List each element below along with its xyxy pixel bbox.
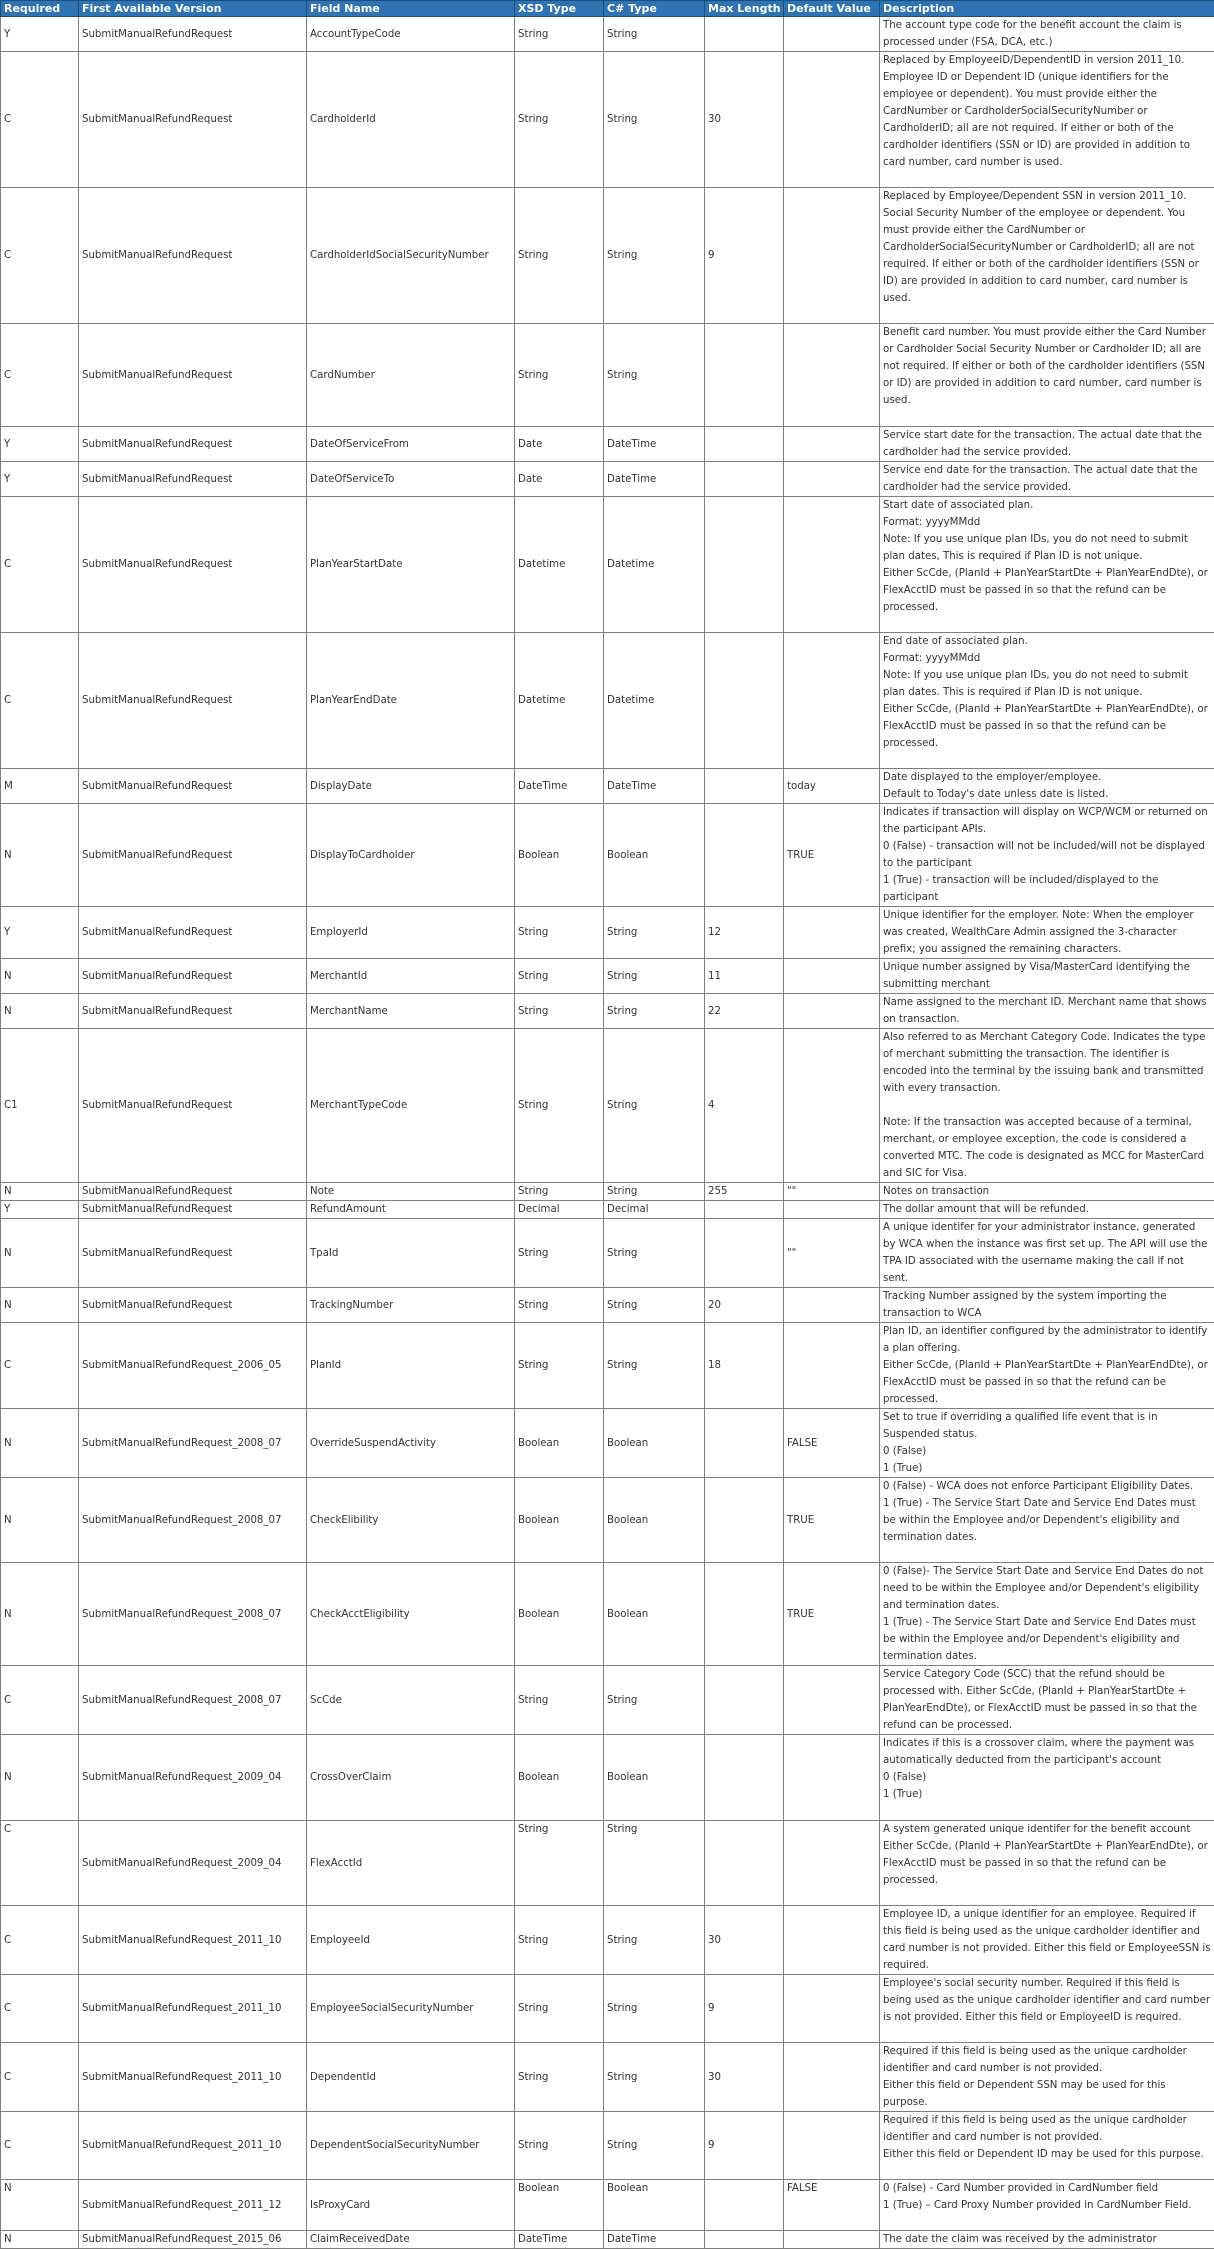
cell-default-value — [784, 1029, 880, 1183]
cell-default-value — [784, 1666, 880, 1735]
cell-version: SubmitManualRefundRequest_2008_07 — [79, 1478, 307, 1563]
table-row — [1, 1219, 1214, 1288]
cell-version: SubmitManualRefundRequest_2009_04 — [79, 1735, 307, 1821]
cell-max-length: 4 — [705, 1029, 784, 1183]
table-row — [1, 959, 1214, 994]
cell-cs-type: Datetime — [604, 497, 705, 633]
cell-description: Required if this field is being used as the unique cardholder identifier and card number is not provided. Either this field or Dependent ID may be used for this purpose. — [880, 2112, 1214, 2180]
cell-description: Service end date for the transaction. The actual date that the cardholder had the service provided. — [880, 462, 1214, 497]
cell-required: C — [1, 324, 79, 427]
cell-version: SubmitManualRefundRequest_2011_10 — [79, 2043, 307, 2112]
cell-xsd-type: String — [515, 907, 604, 959]
cell-required: N — [1, 1219, 79, 1288]
cell-required: Y — [1, 17, 79, 52]
cell-max-length — [705, 427, 784, 462]
cell-xsd-type: String — [515, 959, 604, 994]
cell-cs-type: Boolean — [604, 804, 705, 907]
cell-version: SubmitManualRefundRequest_2011_12 — [79, 2180, 307, 2231]
cell-description: Tracking Number assigned by the system importing the transaction to WCA — [880, 1288, 1214, 1323]
table-row — [1, 427, 1214, 462]
cell-cs-type: String — [604, 17, 705, 52]
cell-version: SubmitManualRefundRequest — [79, 188, 307, 324]
cell-default-value: FALSE — [784, 2180, 880, 2231]
cell-xsd-type: String — [515, 1323, 604, 1409]
cell-xsd-type: String — [515, 2112, 604, 2180]
cell-default-value — [784, 2112, 880, 2180]
cell-required: M — [1, 769, 79, 804]
cell-field-name: AccountTypeCode — [307, 17, 515, 52]
cell-required: Y — [1, 1201, 79, 1219]
cell-cs-type: String — [604, 907, 705, 959]
cell-version: SubmitManualRefundRequest — [79, 907, 307, 959]
cell-max-length: 30 — [705, 52, 784, 188]
cell-cs-type: String — [604, 1821, 705, 1906]
cell-xsd-type: String — [515, 1975, 604, 2043]
cell-version: SubmitManualRefundRequest — [79, 52, 307, 188]
cell-description: A system generated unique identifer for the benefit account Either ScCde, (PlanId + PlanYearStartDte + PlanYearEndDte), or FlexAcctID must be passed in so that the refund can be processed. — [880, 1821, 1214, 1906]
cell-default-value: today — [784, 769, 880, 804]
cell-default-value — [784, 959, 880, 994]
cell-version: SubmitManualRefundRequest_2008_07 — [79, 1563, 307, 1666]
cell-xsd-type: String — [515, 1666, 604, 1735]
cell-field-name: CheckAcctEligibility — [307, 1563, 515, 1666]
table-row — [1, 769, 1214, 804]
cell-version: SubmitManualRefundRequest — [79, 462, 307, 497]
cell-required: N — [1, 2231, 79, 2249]
cell-max-length: 9 — [705, 2112, 784, 2180]
cell-description: Employee's social security number. Required if this field is being used as the unique cardholder identifier and card number is not provided. Either this field or EmployeeID is required. — [880, 1975, 1214, 2043]
cell-version: SubmitManualRefundRequest_2011_10 — [79, 2112, 307, 2180]
cell-required: C1 — [1, 1029, 79, 1183]
cell-description: Employee ID, a unique identifier for an employee. Required if this field is being used as the unique cardholder identifier and card number is not provided. Either this field or EmployeeSSN is required. — [880, 1906, 1214, 1975]
cell-default-value — [784, 2043, 880, 2112]
cell-xsd-type: String — [515, 188, 604, 324]
cell-required: C — [1, 1323, 79, 1409]
table-row — [1, 324, 1214, 427]
cell-xsd-type: DateTime — [515, 2231, 604, 2249]
cell-xsd-type: Datetime — [515, 633, 604, 769]
header-field-name: Field Name — [307, 1, 515, 17]
cell-required: Y — [1, 462, 79, 497]
cell-field-name: DisplayToCardholder — [307, 804, 515, 907]
cell-cs-type: Boolean — [604, 1409, 705, 1478]
cell-required: C — [1, 497, 79, 633]
cell-field-name: CheckElibility — [307, 1478, 515, 1563]
cell-default-value — [784, 324, 880, 427]
cell-field-name: MerchantId — [307, 959, 515, 994]
table-row — [1, 1666, 1214, 1735]
header-version: First Available Version — [79, 1, 307, 17]
cell-required: Y — [1, 907, 79, 959]
table-row — [1, 1821, 1214, 1906]
cell-description: Unique number assigned by Visa/MasterCard identifying the submitting merchant — [880, 959, 1214, 994]
table-row — [1, 1478, 1214, 1563]
cell-description: Also referred to as Merchant Category Code. Indicates the type of merchant submitting the transaction. The identifier is encoded into the terminal by the issuing bank and transmitted with every transaction. Note: If the transaction was accepted because of a terminal, merchant, or employee exception, the code is considered a converted MTC. The code is designated as MCC for MasterCard and SIC for Visa. — [880, 1029, 1214, 1183]
cell-default-value — [784, 1975, 880, 2043]
cell-required: N — [1, 1478, 79, 1563]
cell-description: Name assigned to the merchant ID. Merchant name that shows on transaction. — [880, 994, 1214, 1029]
cell-default-value — [784, 2231, 880, 2249]
cell-cs-type: String — [604, 994, 705, 1029]
cell-description: Plan ID, an identifier configured by the administrator to identify a plan offering. Either ScCde, (PlanId + PlanYearStartDte + PlanYearEndDte), or FlexAcctID must be passed in so that the refund can be processed. — [880, 1323, 1214, 1409]
cell-field-name: PlanYearStartDate — [307, 497, 515, 633]
cell-default-value — [784, 427, 880, 462]
cell-cs-type: String — [604, 1288, 705, 1323]
cell-version: SubmitManualRefundRequest — [79, 427, 307, 462]
table-row — [1, 907, 1214, 959]
cell-default-value — [784, 1323, 880, 1409]
cell-max-length: 22 — [705, 994, 784, 1029]
cell-description: Required if this field is being used as the unique cardholder identifier and card number is not provided. Either this field or Dependent SSN may be used for this purpose. — [880, 2043, 1214, 2112]
cell-max-length — [705, 2180, 784, 2231]
cell-max-length — [705, 1219, 784, 1288]
cell-required: C — [1, 1821, 79, 1906]
cell-required: C — [1, 1906, 79, 1975]
table-row — [1, 994, 1214, 1029]
cell-version: SubmitManualRefundRequest — [79, 633, 307, 769]
cell-cs-type: String — [604, 1975, 705, 2043]
cell-max-length — [705, 1409, 784, 1478]
cell-default-value — [784, 907, 880, 959]
cell-description: End date of associated plan. Format: yyyyMMdd Note: If you use unique plan IDs, you do not need to submit plan dates. This is required if Plan ID is not unique. Either ScCde, (PlanId + PlanYearStartDte + PlanYearEndDte), or FlexAcctID must be passed in so that the refund can be processed. — [880, 633, 1214, 769]
cell-required: C — [1, 1666, 79, 1735]
cell-version: SubmitManualRefundRequest — [79, 959, 307, 994]
header-cs-type: C# Type — [604, 1, 705, 17]
cell-required: N — [1, 1563, 79, 1666]
cell-default-value: TRUE — [784, 1563, 880, 1666]
table-row — [1, 17, 1214, 52]
cell-required: N — [1, 994, 79, 1029]
cell-field-name: DependentSocialSecurityNumber — [307, 2112, 515, 2180]
cell-xsd-type: String — [515, 2043, 604, 2112]
cell-description: 0 (False)- The Service Start Date and Service End Dates do not need to be within the Employee and/or Dependent's eligibility and termination dates. 1 (True) - The Service Start Date and Service End Dates must be within the Employee and/or Dependent's eligibility and termination dates. — [880, 1563, 1214, 1666]
cell-description: Unique identifier for the employer. Note: When the employer was created, WealthCare Admin assigned the 3-character prefix; you assigned the remaining characters. — [880, 907, 1214, 959]
table-row — [1, 1906, 1214, 1975]
cell-cs-type: String — [604, 1029, 705, 1183]
header-required: Required — [1, 1, 79, 17]
table-row — [1, 1975, 1214, 2043]
cell-version: SubmitManualRefundRequest_2009_04 — [79, 1821, 307, 1906]
cell-default-value — [784, 1735, 880, 1821]
cell-version: SubmitManualRefundRequest — [79, 1183, 307, 1201]
cell-version: SubmitManualRefundRequest — [79, 17, 307, 52]
table-row — [1, 1183, 1214, 1201]
cell-description: The account type code for the benefit account the claim is processed under (FSA, DCA, etc.) — [880, 17, 1214, 52]
cell-description: Benefit card number. You must provide either the Card Number or Cardholder Social Security Number or Cardholder ID; all are not required. If either or both of the cardholder identifiers (SSN or ID) are provided in addition to card number, card number is used. — [880, 324, 1214, 427]
cell-description: Date displayed to the employer/employee. Default to Today's date unless date is listed. — [880, 769, 1214, 804]
cell-cs-type: DateTime — [604, 462, 705, 497]
cell-cs-type: DateTime — [604, 769, 705, 804]
cell-field-name: ClaimReceivedDate — [307, 2231, 515, 2249]
cell-field-name: CardNumber — [307, 324, 515, 427]
cell-field-name: MerchantTypeCode — [307, 1029, 515, 1183]
cell-xsd-type: String — [515, 1219, 604, 1288]
cell-description: 0 (False) - WCA does not enforce Participant Eligibility Dates. 1 (True) - The Service Start Date and Service End Dates must be within the Employee and/or Dependent's eligibility and termination dates. — [880, 1478, 1214, 1563]
cell-version: SubmitManualRefundRequest_2011_10 — [79, 1906, 307, 1975]
cell-xsd-type: Boolean — [515, 1409, 604, 1478]
cell-description: The dollar amount that will be refunded. — [880, 1201, 1214, 1219]
cell-required: N — [1, 959, 79, 994]
cell-default-value — [784, 1288, 880, 1323]
cell-version: SubmitManualRefundRequest — [79, 1288, 307, 1323]
cell-xsd-type: String — [515, 52, 604, 188]
cell-cs-type: DateTime — [604, 2231, 705, 2249]
table-row — [1, 462, 1214, 497]
cell-required: N — [1, 2180, 79, 2231]
cell-xsd-type: Datetime — [515, 497, 604, 633]
cell-description: Set to true if overriding a qualified life event that is in Suspended status. 0 (False) 1 (True) — [880, 1409, 1214, 1478]
table-row — [1, 188, 1214, 324]
table-row — [1, 1409, 1214, 1478]
cell-default-value — [784, 633, 880, 769]
header-max-length: Max Length — [705, 1, 784, 17]
cell-default-value — [784, 462, 880, 497]
cell-field-name: FlexAcctId — [307, 1821, 515, 1906]
cell-default-value — [784, 188, 880, 324]
header-xsd-type: XSD Type — [515, 1, 604, 17]
cell-required: Y — [1, 427, 79, 462]
cell-description: 0 (False) - Card Number provided in CardNumber field 1 (True) – Card Proxy Number provided in CardNumber Field. — [880, 2180, 1214, 2231]
cell-max-length — [705, 462, 784, 497]
cell-default-value — [784, 994, 880, 1029]
cell-max-length — [705, 2231, 784, 2249]
cell-default-value: "" — [784, 1183, 880, 1201]
cell-field-name: EmployeeId — [307, 1906, 515, 1975]
cell-field-name: TpaId — [307, 1219, 515, 1288]
cell-description: A unique identifer for your administrator instance, generated by WCA when the instance was first set up. The API will use the TPA ID associated with the username making the call if not sent. — [880, 1219, 1214, 1288]
cell-max-length: 20 — [705, 1288, 784, 1323]
cell-default-value — [784, 1906, 880, 1975]
cell-cs-type: String — [604, 1323, 705, 1409]
cell-field-name: EmployerId — [307, 907, 515, 959]
cell-xsd-type: Date — [515, 462, 604, 497]
cell-cs-type: String — [604, 188, 705, 324]
cell-xsd-type: String — [515, 1906, 604, 1975]
cell-xsd-type: Boolean — [515, 1563, 604, 1666]
cell-required: C — [1, 188, 79, 324]
cell-xsd-type: String — [515, 17, 604, 52]
cell-description: The date the claim was received by the administrator — [880, 2231, 1214, 2249]
cell-max-length: 30 — [705, 1906, 784, 1975]
cell-version: SubmitManualRefundRequest — [79, 1219, 307, 1288]
cell-version: SubmitManualRefundRequest — [79, 324, 307, 427]
cell-cs-type: String — [604, 52, 705, 188]
cell-field-name: CardholderIdSocialSecurityNumber — [307, 188, 515, 324]
cell-cs-type: String — [604, 1906, 705, 1975]
cell-version: SubmitManualRefundRequest_2008_07 — [79, 1666, 307, 1735]
cell-description: Service start date for the transaction. The actual date that the cardholder had the service provided. — [880, 427, 1214, 462]
table-row — [1, 497, 1214, 633]
cell-field-name: DisplayDate — [307, 769, 515, 804]
cell-max-length — [705, 633, 784, 769]
cell-max-length: 18 — [705, 1323, 784, 1409]
cell-version: SubmitManualRefundRequest_2015_06 — [79, 2231, 307, 2249]
cell-cs-type: String — [604, 959, 705, 994]
cell-field-name: PlanId — [307, 1323, 515, 1409]
cell-max-length — [705, 497, 784, 633]
cell-default-value — [784, 52, 880, 188]
table-row — [1, 2180, 1214, 2231]
cell-cs-type: String — [604, 1666, 705, 1735]
cell-version: SubmitManualRefundRequest — [79, 1029, 307, 1183]
cell-max-length — [705, 1735, 784, 1821]
cell-field-name: RefundAmount — [307, 1201, 515, 1219]
cell-version: SubmitManualRefundRequest — [79, 1201, 307, 1219]
cell-required: N — [1, 1409, 79, 1478]
header-default-value: Default Value — [784, 1, 880, 17]
cell-cs-type: String — [604, 1183, 705, 1201]
cell-version: SubmitManualRefundRequest_2008_07 — [79, 1409, 307, 1478]
cell-required: C — [1, 52, 79, 188]
cell-xsd-type: Boolean — [515, 804, 604, 907]
cell-max-length — [705, 769, 784, 804]
cell-description: Replaced by EmployeeID/DependentID in version 2011_10. Employee ID or Dependent ID (unique identifiers for the employee or dependent). You must provide either the CardNumber or CardholderSocialSecurityNumber or CardholderID; all are not required. If either or both of the cardholder identifiers (SSN or ID) are provided in addition to card number, card number is used. — [880, 52, 1214, 188]
cell-max-length — [705, 1478, 784, 1563]
cell-xsd-type: Boolean — [515, 2180, 604, 2231]
cell-max-length — [705, 1821, 784, 1906]
cell-default-value: "" — [784, 1219, 880, 1288]
table-row — [1, 804, 1214, 907]
cell-description: Indicates if this is a crossover claim, where the payment was automatically deducted from the participant's account 0 (False) 1 (True) — [880, 1735, 1214, 1821]
cell-max-length: 255 — [705, 1183, 784, 1201]
cell-field-name: IsProxyCard — [307, 2180, 515, 2231]
cell-default-value — [784, 1201, 880, 1219]
cell-field-name: ScCde — [307, 1666, 515, 1735]
cell-required: N — [1, 1735, 79, 1821]
cell-xsd-type: Boolean — [515, 1478, 604, 1563]
header-description: Description — [880, 1, 1214, 17]
cell-required: N — [1, 1183, 79, 1201]
cell-default-value — [784, 497, 880, 633]
cell-xsd-type: String — [515, 324, 604, 427]
table-row — [1, 1288, 1214, 1323]
cell-version: SubmitManualRefundRequest_2006_05 — [79, 1323, 307, 1409]
cell-required: C — [1, 633, 79, 769]
cell-max-length — [705, 1666, 784, 1735]
cell-description: Start date of associated plan. Format: yyyyMMdd Note: If you use unique plan IDs, you do not need to submit plan dates, This is required if Plan ID is not unique. Either ScCde, (PlanId + PlanYearStartDte + PlanYearEndDte), or FlexAcctID must be passed in so that the refund can be processed. — [880, 497, 1214, 633]
table-row — [1, 52, 1214, 188]
cell-cs-type: Boolean — [604, 1735, 705, 1821]
cell-xsd-type: DateTime — [515, 769, 604, 804]
cell-xsd-type: String — [515, 1288, 604, 1323]
cell-cs-type: Decimal — [604, 1201, 705, 1219]
cell-cs-type: String — [604, 2043, 705, 2112]
cell-field-name: MerchantName — [307, 994, 515, 1029]
table-row — [1, 1201, 1214, 1219]
cell-field-name: OverrideSuspendActivity — [307, 1409, 515, 1478]
cell-max-length — [705, 324, 784, 427]
cell-default-value — [784, 1821, 880, 1906]
cell-description: Notes on transaction — [880, 1183, 1214, 1201]
table-row — [1, 2043, 1214, 2112]
cell-field-name: CrossOverClaim — [307, 1735, 515, 1821]
cell-required: N — [1, 1288, 79, 1323]
cell-xsd-type: String — [515, 1821, 604, 1906]
table-row — [1, 1563, 1214, 1666]
cell-xsd-type: Boolean — [515, 1735, 604, 1821]
cell-field-name: TrackingNumber — [307, 1288, 515, 1323]
cell-max-length — [705, 1201, 784, 1219]
cell-max-length — [705, 804, 784, 907]
cell-version: SubmitManualRefundRequest — [79, 769, 307, 804]
cell-default-value — [784, 17, 880, 52]
cell-max-length: 12 — [705, 907, 784, 959]
cell-field-name: PlanYearEndDate — [307, 633, 515, 769]
cell-description: Service Category Code (SCC) that the refund should be processed with. Either ScCde, (PlanId + PlanYearStartDte + PlanYearEndDte), or FlexAcctID must be passed in so that the refund can be processed. — [880, 1666, 1214, 1735]
cell-field-name: CardholderId — [307, 52, 515, 188]
cell-required: C — [1, 2043, 79, 2112]
cell-max-length: 30 — [705, 2043, 784, 2112]
table-row — [1, 1029, 1214, 1183]
cell-cs-type: String — [604, 324, 705, 427]
table-row — [1, 2231, 1214, 2249]
cell-xsd-type: String — [515, 994, 604, 1029]
cell-field-name: EmployeeSocialSecurityNumber — [307, 1975, 515, 2043]
cell-cs-type: Boolean — [604, 2180, 705, 2231]
header-row — [1, 1, 1214, 17]
table-row — [1, 1323, 1214, 1409]
table-row — [1, 1735, 1214, 1821]
cell-cs-type: Boolean — [604, 1563, 705, 1666]
cell-field-name: Note — [307, 1183, 515, 1201]
cell-cs-type: String — [604, 2112, 705, 2180]
cell-cs-type: Datetime — [604, 633, 705, 769]
table-row — [1, 2112, 1214, 2180]
cell-xsd-type: String — [515, 1183, 604, 1201]
cell-version: SubmitManualRefundRequest — [79, 497, 307, 633]
cell-cs-type: DateTime — [604, 427, 705, 462]
cell-max-length: 11 — [705, 959, 784, 994]
cell-required: N — [1, 804, 79, 907]
cell-field-name: DependentId — [307, 2043, 515, 2112]
cell-xsd-type: Decimal — [515, 1201, 604, 1219]
cell-max-length: 9 — [705, 1975, 784, 2043]
cell-field-name: DateOfServiceTo — [307, 462, 515, 497]
cell-version: SubmitManualRefundRequest_2011_10 — [79, 1975, 307, 2043]
cell-required: C — [1, 1975, 79, 2043]
table-row — [1, 633, 1214, 769]
cell-max-length — [705, 17, 784, 52]
cell-default-value: FALSE — [784, 1409, 880, 1478]
cell-required: C — [1, 2112, 79, 2180]
cell-description: Indicates if transaction will display on WCP/WCM or returned on the participant APIs. 0 (False) - transaction will not be included/will not be displayed to the participant 1 (True) - transaction will be included/displayed to the participant — [880, 804, 1214, 907]
cell-description: Replaced by Employee/Dependent SSN in version 2011_10. Social Security Number of the employee or dependent. You must provide either the CardNumber or CardholderSocialSecurityNumber or CardholderID; all are not required. If either or both of the cardholder identifiers (SSN or ID) are provided in addition to card number, card number is used. — [880, 188, 1214, 324]
cell-default-value: TRUE — [784, 804, 880, 907]
cell-xsd-type: String — [515, 1029, 604, 1183]
cell-default-value: TRUE — [784, 1478, 880, 1563]
cell-max-length — [705, 1563, 784, 1666]
cell-version: SubmitManualRefundRequest — [79, 804, 307, 907]
cell-cs-type: String — [604, 1219, 705, 1288]
cell-field-name: DateOfServiceFrom — [307, 427, 515, 462]
cell-cs-type: Boolean — [604, 1478, 705, 1563]
cell-version: SubmitManualRefundRequest — [79, 994, 307, 1029]
cell-xsd-type: Date — [515, 427, 604, 462]
cell-max-length: 9 — [705, 188, 784, 324]
